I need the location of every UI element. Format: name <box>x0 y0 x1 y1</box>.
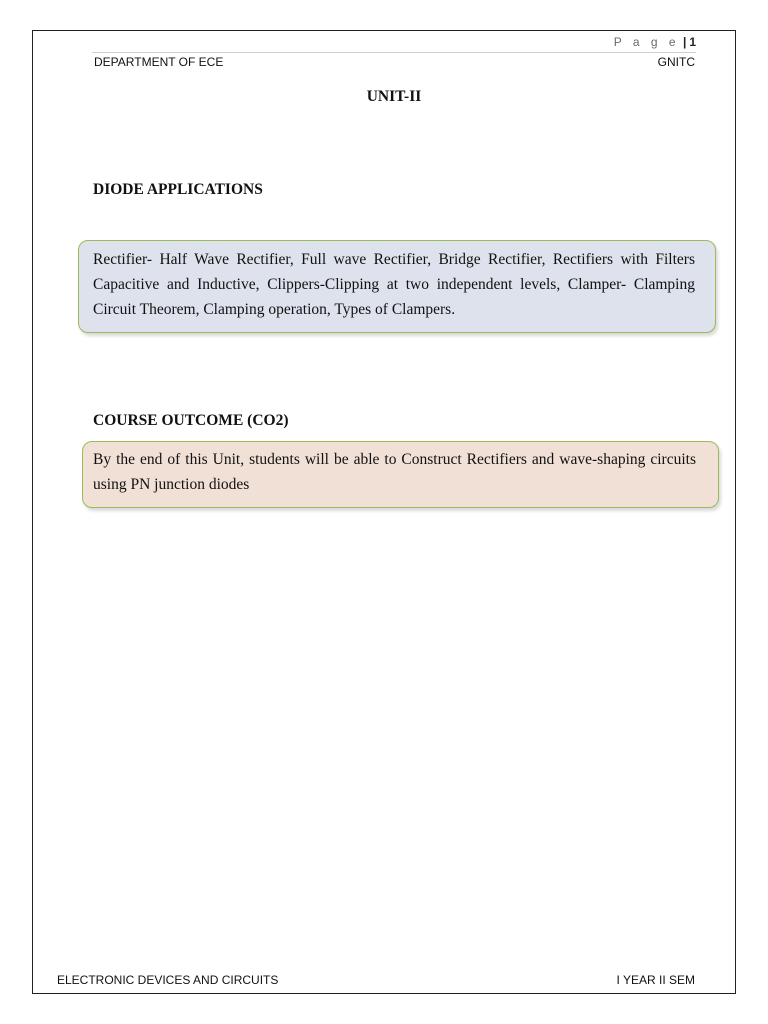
topics-box: Rectifier- Half Wave Rectifier, Full wave Rectifier, Bridge Rectifier, Rectifiers with Filters Capacitive and Inductive, Clippers-Clipping at two independent levels, Clamper- Clamping Circuit Theorem, Clamping operation, Types of Clampers. <box>78 240 716 333</box>
page-border <box>32 30 736 994</box>
header-institution: GNITC <box>657 55 695 69</box>
unit-title: UNIT-II <box>366 88 422 105</box>
page-label: P a g e <box>613 35 680 49</box>
page-number <box>614 35 696 49</box>
header-rule <box>92 52 696 53</box>
page-separator: | <box>682 35 687 49</box>
header-department: DEPARTMENT OF ECE <box>94 55 224 69</box>
course-outcome-box: By the end of this Unit, students will be able to Construct Rectifiers and wave-shaping circuits using PN junction diodes <box>82 441 719 508</box>
section-heading-course-outcome: COURSE OUTCOME (CO2) <box>93 412 289 429</box>
footer-subject: ELECTRONIC DEVICES AND CIRCUITS <box>57 973 279 987</box>
page-number-value: 1 <box>689 35 696 49</box>
footer-semester: I YEAR II SEM <box>616 973 695 987</box>
section-heading-diode-applications: DIODE APPLICATIONS <box>93 181 263 198</box>
